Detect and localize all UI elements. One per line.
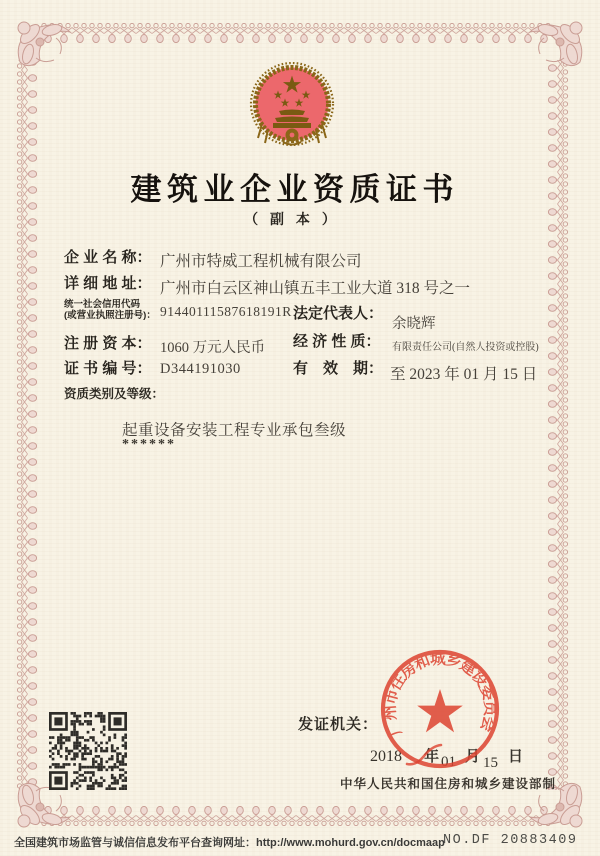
company-name-label: 企 业 名 称： — [64, 249, 152, 266]
qualification-text: 起重设备安装工程专业承包叁级 — [122, 422, 347, 439]
qualification-section-label: 资质类别及等级： — [64, 387, 165, 401]
credit-code-value: 91440111587618191R — [160, 304, 292, 319]
issue-date-month: 01 — [441, 754, 456, 770]
issue-date-day: 15 — [483, 755, 498, 771]
credit-code-label-line2: (或营业执照注册号)： — [64, 310, 156, 321]
validity-label: 有 效 期： — [293, 360, 384, 377]
issue-date-month-unit: 月 — [465, 749, 481, 765]
qualification-stars: ****** — [122, 437, 176, 452]
address-value: 广州市白云区神山镇五丰工业大道 318 号之一 — [160, 280, 471, 297]
registered-capital-label: 注 册 资 本： — [64, 335, 152, 352]
national-emblem-icon — [244, 62, 340, 156]
footer-serial-number: NO.DF 20883409 — [443, 833, 578, 848]
company-name-value: 广州市特威工程机械有限公司 — [160, 253, 362, 270]
issue-date-year: 2018 — [370, 748, 402, 765]
credit-code-label-line1: 统一社会信用代码 — [64, 299, 141, 310]
qr-code-icon — [49, 712, 127, 790]
footer-query-url: 全国建筑市场监管与诚信信息发布平台查询网址：http://www.mohurd.gov.cn/docmaap — [14, 837, 445, 849]
legal-representative-label: 法定代表人： — [293, 305, 384, 322]
registered-capital-value: 1060 万元人民币 — [160, 340, 266, 356]
issue-date-day-unit: 日 — [508, 749, 524, 765]
seal-text: 广州市住房和城乡建设委员会 — [381, 650, 499, 739]
issued-by-text: 中华人民共和国住房和城乡建设部制 — [340, 777, 557, 791]
issuing-authority-label: 发证机关： — [298, 717, 379, 733]
certificate-subtitle: （ 副 本 ） — [244, 211, 340, 227]
economic-nature-label: 经 济 性 质： — [293, 333, 381, 350]
validity-value: 至 2023 年 01 月 15 日 — [390, 366, 538, 383]
red-check-mark — [404, 742, 444, 768]
economic-nature-value: 有限责任公司(自然人投资或控股) — [392, 342, 539, 353]
certificate-number-value: D344191030 — [160, 361, 241, 377]
legal-representative-value: 余晓辉 — [392, 316, 436, 332]
certificate-number-label: 证 书 编 号： — [64, 360, 152, 377]
address-label: 详 细 地 址： — [64, 275, 152, 292]
issue-date-year-unit: 年 — [424, 749, 440, 765]
certificate-title: 建筑业企业资质证书 — [130, 172, 459, 207]
